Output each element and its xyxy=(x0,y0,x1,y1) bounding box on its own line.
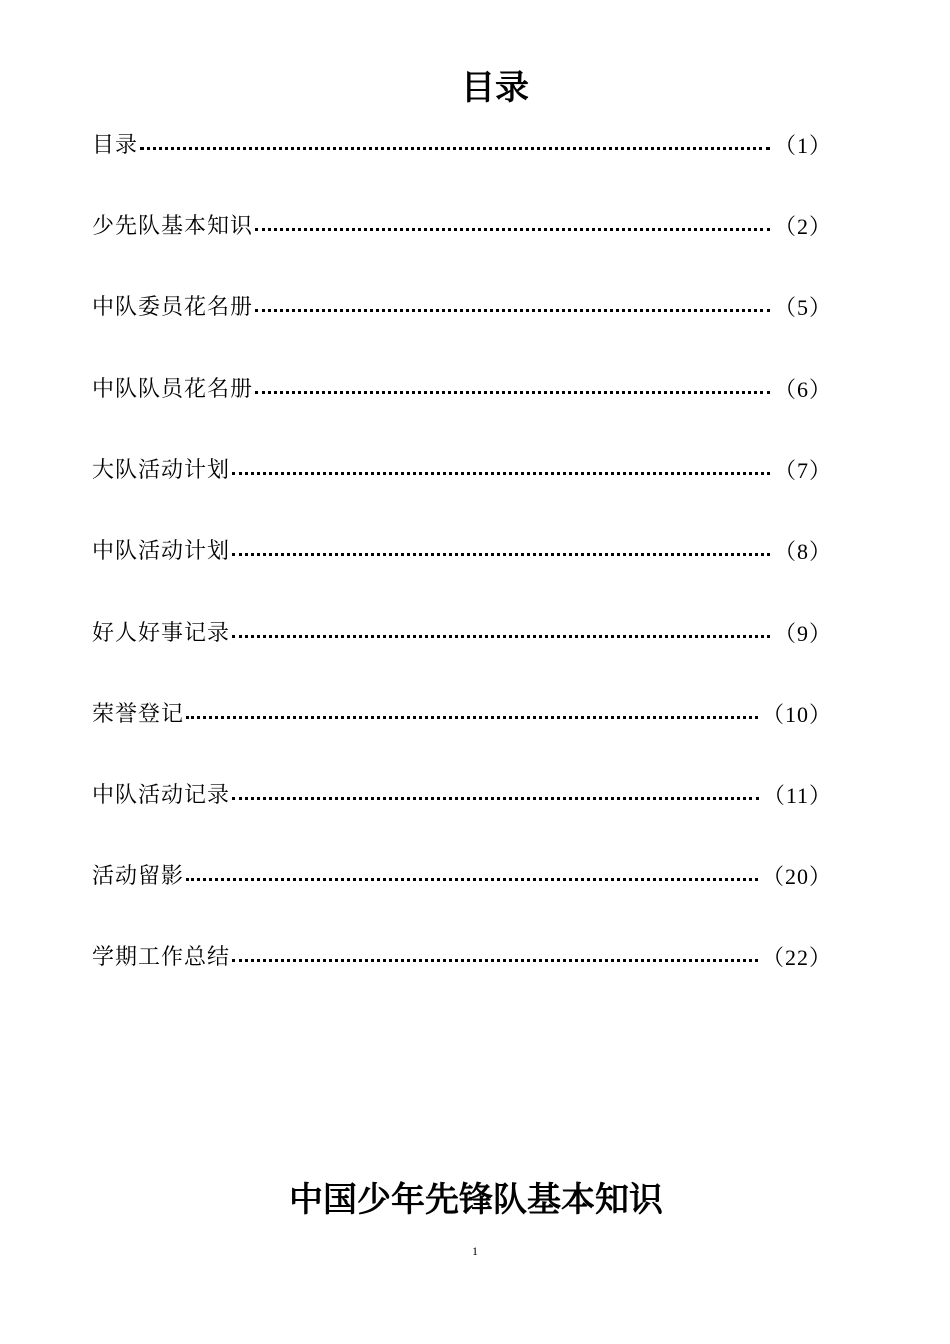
toc-entry-label: 中队委员花名册 xyxy=(92,295,254,320)
toc-entry[interactable] xyxy=(92,368,832,412)
toc-entry-page: （9） xyxy=(773,621,832,646)
toc-entry-label: 中队队员花名册 xyxy=(92,377,254,402)
toc-entry-page: （2） xyxy=(773,214,832,239)
page-title: 目录 xyxy=(461,68,529,108)
toc-leader-dots xyxy=(255,309,770,312)
toc-entry-page: （1） xyxy=(773,133,832,158)
toc-entry-label: 中队活动记录 xyxy=(92,783,231,808)
toc-entry-page: （5） xyxy=(773,295,832,320)
toc-entry[interactable] xyxy=(92,124,832,168)
toc-entry[interactable] xyxy=(92,936,832,980)
page-number: 1 xyxy=(472,1244,478,1258)
toc-entry[interactable] xyxy=(92,855,832,899)
toc-entry[interactable] xyxy=(92,205,832,249)
section-heading: 中国少年先锋队基本知识 xyxy=(289,1180,663,1220)
toc-entry-page: （6） xyxy=(773,377,832,402)
toc-entry-label: 活动留影 xyxy=(92,864,185,889)
toc-entry-page: （22） xyxy=(761,945,832,970)
toc-leader-dots xyxy=(255,391,770,394)
toc-entry-label: 大队活动计划 xyxy=(92,458,231,483)
toc-entry-label: 好人好事记录 xyxy=(92,621,231,646)
toc-leader-dots xyxy=(232,959,758,962)
toc-entry[interactable] xyxy=(92,530,832,574)
toc-leader-dots xyxy=(186,716,758,719)
toc-entry[interactable] xyxy=(92,286,832,330)
toc-entry[interactable] xyxy=(92,612,832,656)
toc-entry[interactable] xyxy=(92,693,832,737)
toc-entry-page: （7） xyxy=(773,458,832,483)
toc-entry-label: 中队活动计划 xyxy=(92,539,231,564)
toc-leader-dots xyxy=(140,147,770,150)
toc-entry-label: 少先队基本知识 xyxy=(92,214,254,239)
toc-entry-label: 目录 xyxy=(92,133,139,158)
toc-leader-dots xyxy=(232,472,770,475)
toc-leader-dots xyxy=(255,228,770,231)
toc-leader-dots xyxy=(232,797,759,800)
toc-leader-dots xyxy=(186,878,758,881)
toc-entry-page: （11） xyxy=(762,783,832,808)
toc-entry-page: （8） xyxy=(773,539,832,564)
toc-entry-page: （10） xyxy=(761,702,832,727)
toc-entry[interactable] xyxy=(92,449,832,493)
toc-leader-dots xyxy=(232,553,770,556)
toc-entry-label: 荣誉登记 xyxy=(92,702,185,727)
toc-entry[interactable] xyxy=(92,774,832,818)
toc-entry-label: 学期工作总结 xyxy=(92,945,231,970)
toc-entry-page: （20） xyxy=(761,864,832,889)
toc-leader-dots xyxy=(232,635,770,638)
